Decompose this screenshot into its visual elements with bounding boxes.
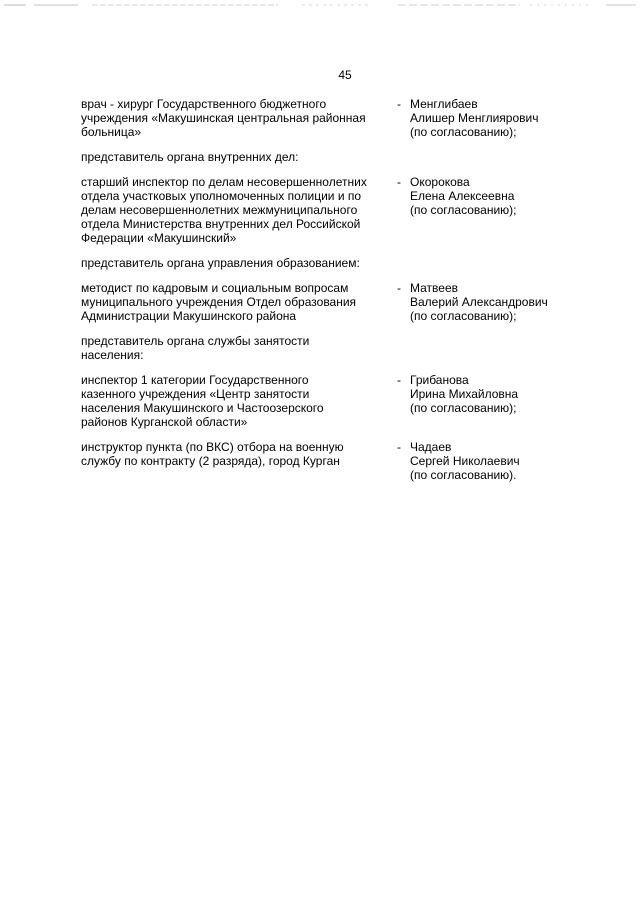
- section-heading-text: [81, 334, 401, 362]
- position-line: Администрации Макушинского района: [81, 309, 297, 323]
- member-entry: [81, 440, 571, 482]
- separator-dash: -: [397, 175, 401, 189]
- separator-dash: -: [397, 373, 401, 387]
- position-line: делам несовершеннолетних межмуниципального: [81, 203, 358, 217]
- position-line: представитель органа внутренних дел:: [81, 150, 299, 164]
- position-line: отдела участковых уполномоченных полиции и по: [81, 189, 362, 203]
- position-line: муниципального учреждения Отдел образования: [81, 295, 357, 309]
- position-line: службу по контракту (2 разряда), город Курган: [81, 454, 340, 468]
- position-line: Федерации «Макушинский»: [81, 231, 237, 245]
- name-line: Ирина Михайловна: [410, 387, 519, 401]
- member-entry: [81, 175, 571, 245]
- position-line: инструктор пункта (по ВКС) отбора на военную: [81, 440, 344, 454]
- member-name: [405, 373, 571, 429]
- name-line: Менглибаев: [410, 97, 478, 111]
- approval-note: (по согласованию);: [410, 309, 517, 323]
- position-line: инспектор 1 категории Государственного: [81, 373, 309, 387]
- position-line: отдела Министерства внутренних дел Российской: [81, 217, 361, 231]
- approval-note: (по согласованию).: [410, 468, 517, 482]
- position-line: представитель органа службы занятости: [81, 334, 310, 348]
- member-position: [81, 440, 397, 482]
- name-line: Окорокова: [410, 175, 470, 189]
- member-position: [81, 373, 397, 429]
- member-name: [405, 175, 571, 245]
- member-position: [81, 97, 397, 139]
- section-heading: [81, 256, 571, 270]
- position-line: районов Курганской области»: [81, 415, 248, 429]
- name-line: Чадаев: [410, 440, 452, 454]
- name-line: Елена Алексеевна: [410, 189, 515, 203]
- approval-note: (по согласованию);: [410, 125, 517, 139]
- position-line: врач - хирург Государственного бюджетного: [81, 97, 327, 111]
- name-line: Грибанова: [410, 373, 469, 387]
- member-position: [81, 175, 397, 245]
- separator-dash: -: [397, 440, 401, 454]
- position-line: представитель органа управления образованием:: [81, 256, 360, 270]
- name-line: Сергей Николаевич: [410, 454, 520, 468]
- position-line: больница»: [81, 125, 142, 139]
- member-entry: [81, 97, 571, 139]
- member-name: [405, 97, 571, 139]
- page-number: 45: [338, 68, 352, 82]
- name-line: Валерий Александрович: [410, 295, 548, 309]
- member-name: [405, 281, 571, 323]
- section-heading: [81, 150, 571, 164]
- commission-members-list: [81, 97, 571, 493]
- name-line: Алишер Менглиярович: [410, 111, 539, 125]
- member-entry: [81, 373, 571, 429]
- member-name: [405, 440, 571, 482]
- approval-note: (по согласованию);: [410, 401, 517, 415]
- section-heading-text: [81, 256, 401, 270]
- section-heading: [81, 334, 571, 362]
- approval-note: (по согласованию);: [410, 203, 517, 217]
- separator-dash: -: [397, 281, 401, 295]
- position-line: населения:: [81, 348, 144, 362]
- position-line: старший инспектор по делам несовершеннолетних: [81, 175, 367, 189]
- position-line: казенного учреждения «Центр занятости: [81, 387, 310, 401]
- section-heading-text: [81, 150, 401, 164]
- member-entry: [81, 281, 571, 323]
- separator-dash: -: [397, 97, 401, 111]
- position-line: населения Макушинского и Частоозерского: [81, 401, 324, 415]
- position-line: методист по кадровым и социальным вопросам: [81, 281, 349, 295]
- member-position: [81, 281, 397, 323]
- name-line: Матвеев: [410, 281, 458, 295]
- scan-edge-artifact: [0, 2, 640, 8]
- position-line: учреждения «Макушинская центральная районная: [81, 111, 366, 125]
